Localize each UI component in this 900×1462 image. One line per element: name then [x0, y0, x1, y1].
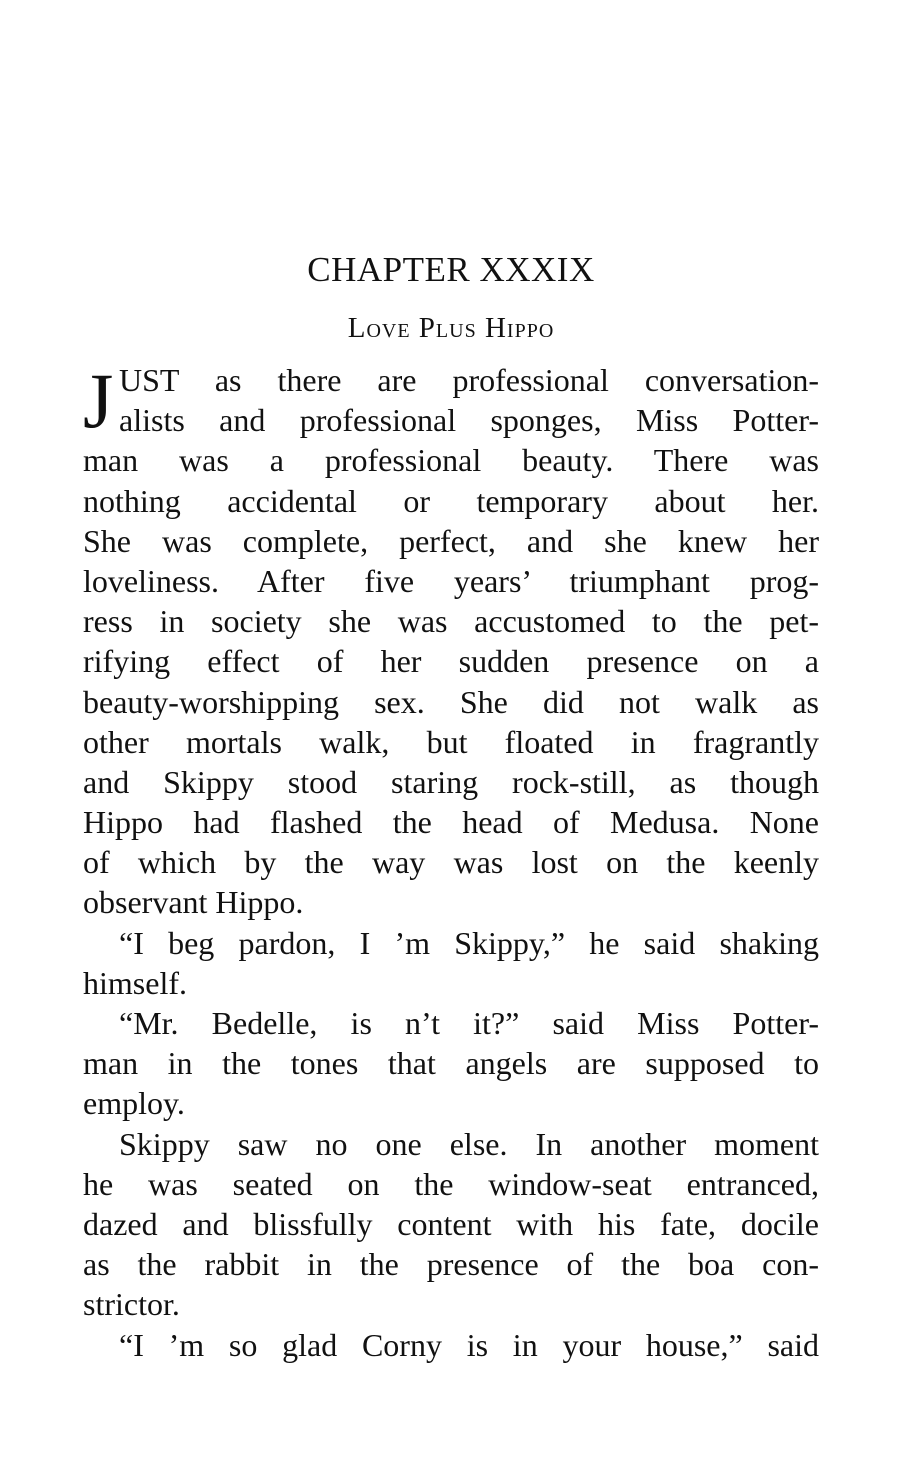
text-line: beauty-worshipping sex. She did not walk as — [83, 683, 819, 720]
text-line: and Skippy stood staring rock-still, as though — [83, 763, 819, 800]
text-line: employ. — [83, 1085, 185, 1122]
text-line: She was complete, perfect, and she knew her — [83, 522, 819, 559]
text-line: Skippy saw no one else. In another moment — [119, 1125, 819, 1162]
text-line: himself. — [83, 964, 187, 1001]
chapter-title: CHAPTER XXXIX — [307, 250, 595, 289]
text-line: observant Hippo. — [83, 884, 304, 921]
text-line: loveliness. After five years’ triumphant prog- — [83, 562, 819, 599]
text-line: “I ’m so glad Corny is in your house,” said — [119, 1326, 819, 1363]
text-line: UST as there are professional conversation- — [119, 362, 819, 398]
text-line: of which by the way was lost on the keenly — [83, 844, 819, 881]
opening-paragraph-start — [83, 357, 819, 444]
text-line: Hippo had flashed the head of Medusa. None — [83, 804, 819, 841]
text-line: “Mr. Bedelle, is n’t it?” said Miss Potter- — [119, 1005, 819, 1041]
drop-cap: J — [83, 357, 114, 444]
text-line: strictor. — [83, 1286, 180, 1323]
text-line: he was seated on the window-seat entranced, — [83, 1165, 819, 1202]
book-page — [83, 248, 819, 1365]
text-line: dazed and blissfully content with his fate, docile — [83, 1205, 819, 1242]
chapter-subtitle: Love Plus Hippo — [347, 312, 555, 344]
chapter-text — [83, 357, 819, 1365]
text-line: alists and professional sponges, Miss Potter- — [119, 402, 819, 439]
text-line: man was a professional beauty. There was — [83, 442, 819, 479]
text-line: as the rabbit in the presence of the boa con- — [83, 1246, 819, 1283]
text-line: ress in society she was accustomed to the pet- — [83, 603, 819, 640]
text-line: rifying effect of her sudden presence on a — [83, 643, 819, 680]
text-line: other mortals walk, but floated in fragrantly — [83, 723, 819, 760]
text-line: nothing accidental or temporary about her. — [83, 482, 819, 519]
text-line: “I beg pardon, I ’m Skippy,” he said shaking — [119, 924, 819, 961]
text-line: man in the tones that angels are supposed to — [83, 1045, 819, 1082]
